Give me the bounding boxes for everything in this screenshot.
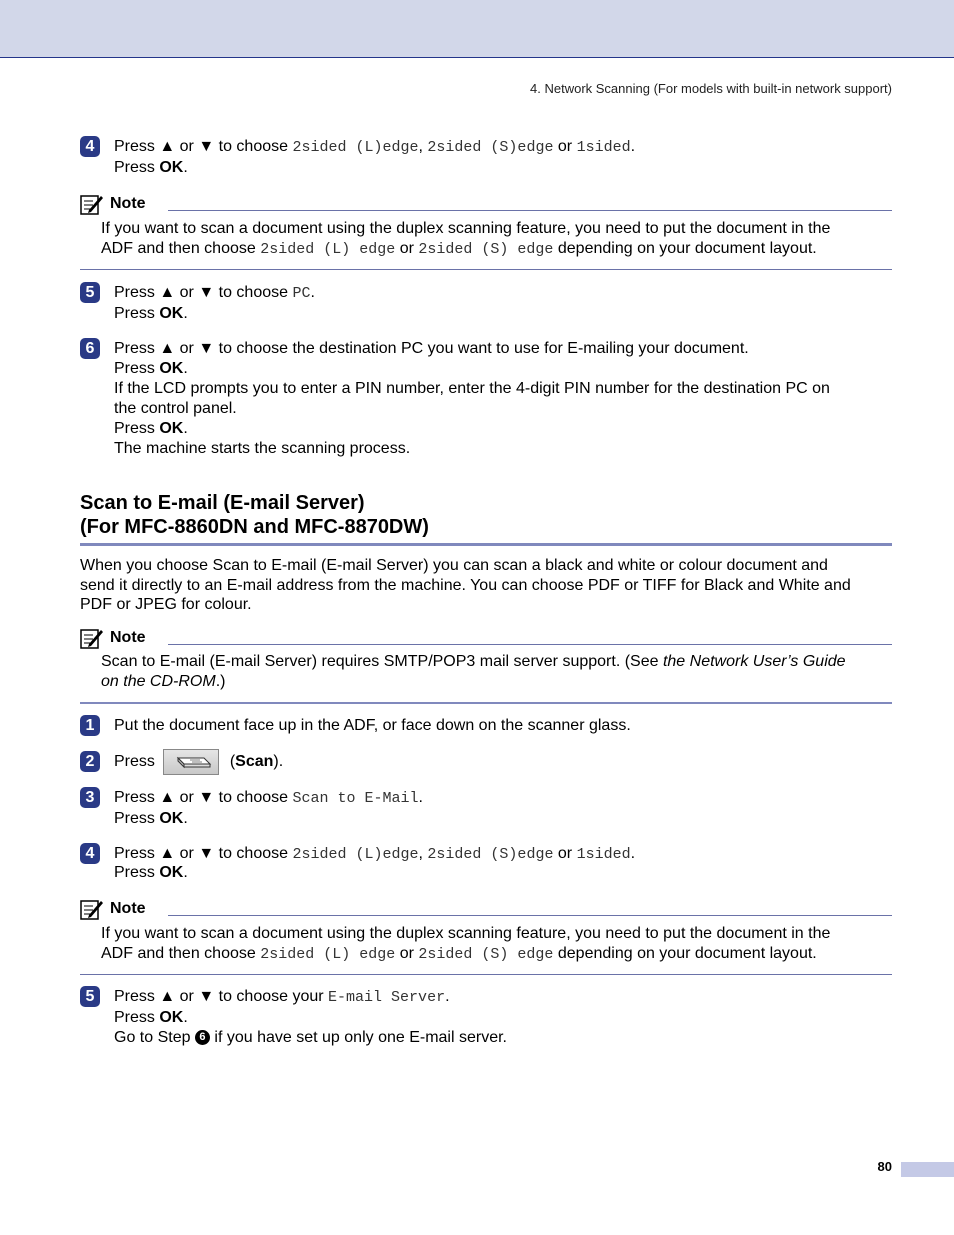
step-number-badge: 1 [80,715,100,736]
option-email-server: E-mail Server [328,989,446,1006]
page-tab [901,1162,954,1177]
up-arrow-icon: ▲ [159,988,176,1005]
down-arrow-icon: ▼ [198,284,215,301]
up-arrow-icon: ▲ [159,845,176,862]
step-number-badge: 4 [80,136,100,157]
option-1sided: 1sided [576,139,631,156]
note-pencil-icon [80,193,104,215]
step-number-badge: 6 [80,338,100,359]
running-head: 4. Network Scanning (For models with built-in network support) [530,81,892,96]
down-arrow-icon: ▼ [198,845,215,862]
section-heading: Scan to E-mail (E-mail Server) (For MFC-8860DN and MFC-8870DW) [80,492,429,538]
section-intro: When you choose Scan to E-mail (E-mail Server) you can scan a black and white or colour document and send it directly to an E-mail address from the machine. You can choose PDF or TIFF for Black and White and PDF or JPEG for colour. [80,557,851,613]
page-number: 80 [877,1159,892,1174]
note-smtp: Note Scan to E-mail (E-mail Server) requires SMTP/POP3 mail server support. (See the Network User’s Guide on the CD-ROM.) [80,627,892,705]
step-number-badge: 5 [80,986,100,1007]
step-number-badge: 3 [80,787,100,808]
note-duplex-2: Note If you want to scan a document using the duplex scanning feature, you need to put the document in the ADF and then choose 2sided (L) edge or 2sided (S) edge depending on your document layout. [80,898,892,976]
header-band [0,0,954,58]
up-arrow-icon: ▲ [159,138,176,155]
scan-key-icon [163,749,219,775]
scan-key-label: Scan [235,753,274,770]
option-pc: PC [292,285,311,302]
option-scan-to-email: Scan to E-Mail [292,790,419,807]
ok-key-label: OK [159,159,184,176]
manual-reference: the Network User’s Guide [662,653,846,670]
option-2sided-l: 2sided (L)edge [292,139,419,156]
option-2sided-s: 2sided (S)edge [427,139,554,156]
up-arrow-icon: ▲ [159,789,176,806]
down-arrow-icon: ▼ [198,340,215,357]
step-number-badge: 2 [80,751,100,772]
note-duplex-1: Note If you want to scan a document using the duplex scanning feature, you need to put the document in the ADF and then choose 2sided (L) edge or 2sided (S) edge depending on your document layout. [80,193,892,271]
up-arrow-icon: ▲ [159,340,176,357]
down-arrow-icon: ▼ [198,789,215,806]
note-pencil-icon [80,898,104,920]
note-pencil-icon [80,627,104,649]
step-reference-badge: 6 [195,1030,210,1045]
section-rule [80,543,892,546]
step-number-badge: 4 [80,843,100,864]
step-number-badge: 5 [80,282,100,303]
down-arrow-icon: ▼ [198,138,215,155]
down-arrow-icon: ▼ [198,988,215,1005]
up-arrow-icon: ▲ [159,284,176,301]
